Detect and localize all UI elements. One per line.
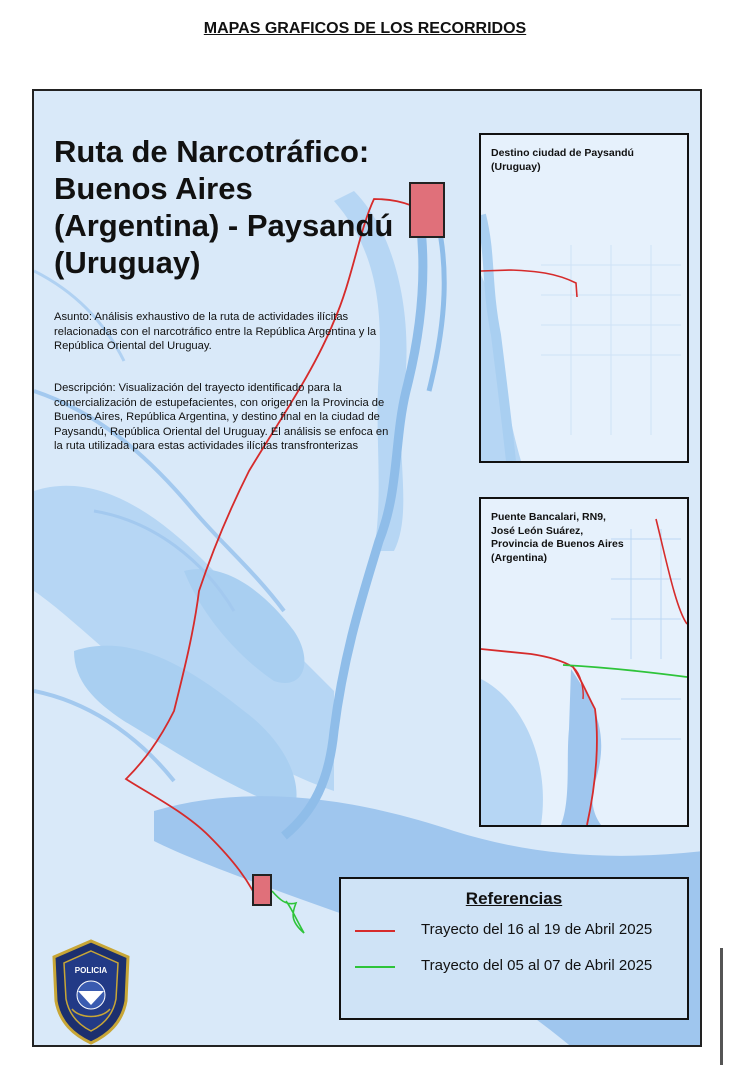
legend-title: Referencias <box>465 889 563 908</box>
legend-swatch-red <box>355 930 395 932</box>
map-descripcion-text: Descripción: Visualización del trayecto identificado para la comercialización de estupefacientes, con origen en la Provincia de Buenos Aires, República Argentina, y destino final en la ciudad de Paysandú, República Oriental del Uruguay. El análisis se enfoca en la ruta utilizada para estas actividades ilícitas transfronterizas <box>54 382 389 452</box>
map-frame <box>32 89 702 1047</box>
legend-item-label: Trayecto del 05 al 07 de Abril 2025 <box>421 957 653 974</box>
inset-bancalari-label: Puente Bancalari, RN9, José León Suárez, Provincia de Buenos Aires (Argentina) <box>491 511 624 564</box>
inset-paysandu-label: Destino ciudad de Paysandú (Uruguay) <box>491 147 634 173</box>
page-heading: MAPAS GRAFICOS DE LOS RECORRIDOS <box>203 20 527 37</box>
badge-text: POLICIA <box>74 966 108 975</box>
legend <box>339 877 689 1020</box>
inset-paysandu <box>479 133 689 463</box>
scrollbar[interactable] <box>720 948 723 1065</box>
police-badge-icon <box>50 939 132 1045</box>
map-asunto-text: Asunto: Análisis exhaustivo de la ruta de actividades ilícitas relacionadas con el narcotráfico entre la República Argentina y la República Oriental del Uruguay. <box>54 311 377 352</box>
legend-item-label: Trayecto del 16 al 19 de Abril 2025 <box>421 921 653 938</box>
legend-swatch-green <box>355 966 395 968</box>
inset-paysandu-map <box>481 135 687 461</box>
inset-bancalari <box>479 497 689 827</box>
map-title: Ruta de Narcotráfico: Buenos Aires (Argentina) - Paysandú (Uruguay) <box>54 134 394 280</box>
